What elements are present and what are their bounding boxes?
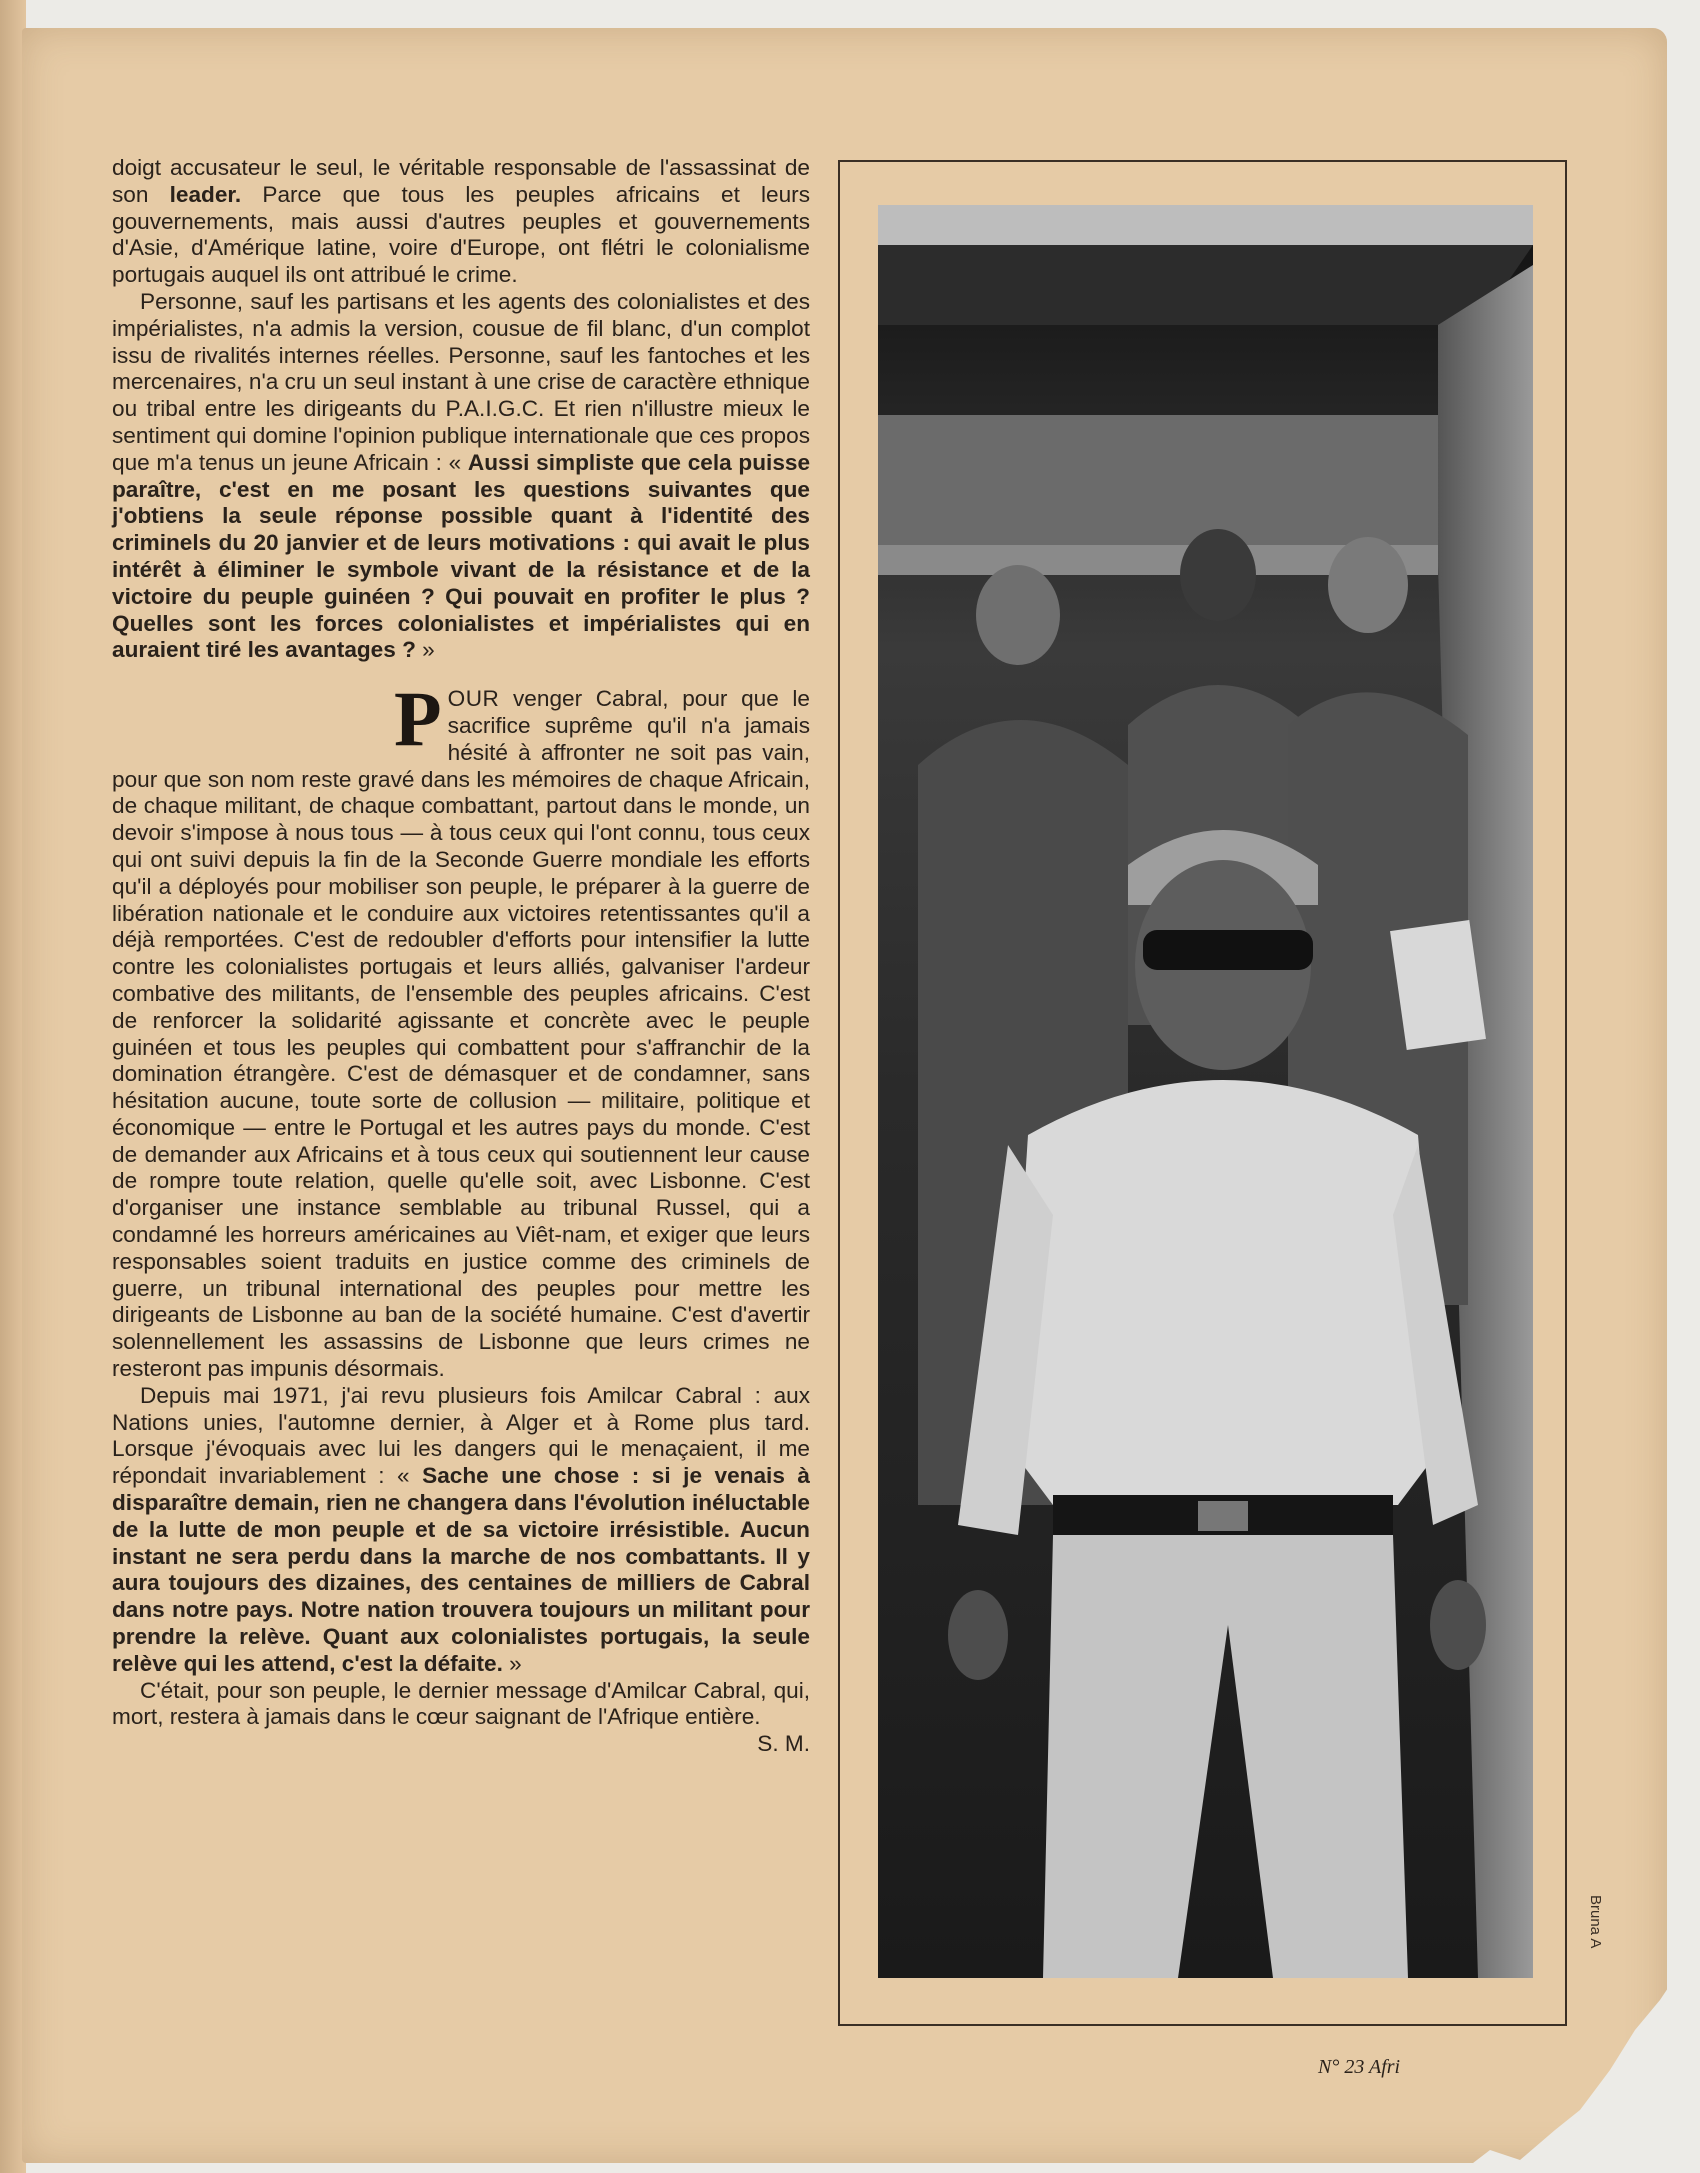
article-text-column xyxy=(112,155,810,1758)
article-paragraph xyxy=(112,1678,810,1732)
text-segment: Depuis mai 1971, j'ai revu plusieurs fois Amilcar Cabral : aux Nations unies, l'automne dernier, à Alger et à Rome plus tard. Lorsque j'évoquais avec lui les dangers qui le menaçaient, il me répondait invariablement : « xyxy=(112,1382,810,1489)
text-segment: Personne, sauf les partisans et les agents des colonialistes et des impérialistes, n'a admis la version, cousue de fil blanc, d'un complot issu de rivalités internes réelles. Personne, sauf les fantoches et les mercenaires, n'a cru un seul instant à une crise de caractère ethnique ou tribal entre les dirigeants du P.A.I.G.C. Et rien n'illustre mieux le sentiment qui domine l'opinion publique internationale que ces propos que m'a tenus un jeune Africain : « xyxy=(112,288,810,475)
page-footer: N° 23 Afri xyxy=(1318,2056,1401,2078)
paragraph-body xyxy=(112,675,810,1382)
text-segment: venger Cabral, pour que le sacrifice suprême qu'il n'a jamais hésité à affronter ne soit pas vain, pour que son nom reste gravé dans les mémoires de chaque Africain, de chaque militant, de chaque combattant, partout dans le monde, un devoir s'impose à nous tous — à tous ceux qui l'ont connu, tous ceux qui ont suivi depuis la fin de la Seconde Guerre mondiale les efforts qu'il a déployés pour mobiliser son peuple, le préparer à la guerre de libération nationale et le conduire aux victoires retentissantes qu'il a déjà remportées. C'est de redoubler d'efforts pour intensifier la lutte contre les colonialistes portugais et leurs alliés, galvaniser l'ardeur combative des militants, de l'ensemble des peuples africains. C'est de renforcer la solidarité agissante et concrète avec le peuple guinéen et tous les peuples qui combattent pour s'affranchir de la domination étrangère. C'est de démasquer et de condamner, sans hésitation aucune, toute sorte de collusion — militaire, politique et économique — entre le Portugal et les autres pays du monde. C'est de demander aux Africains et à tous ceux qui soutiennent leur cause de rompre toute relation, quelle qu'elle soit, avec Lisbonne. C'est d'organiser une instance semblable au tribunal Russel, qui a condamné les horreurs américaines au Viêt-nam, et exiger que leurs responsables soient traduits en justice comme des criminels de guerre, un tribunal international des peuples pour mettre les dirigeants de Lisbonne au ban de la société humaine. C'est d'avertir solennellement les assassins de Lisbonne que leurs crimes ne resteront pas impunis désormais. xyxy=(112,686,810,1382)
drop-cap-letter: P xyxy=(394,675,442,763)
article-paragraph xyxy=(112,155,810,289)
article-paragraph xyxy=(112,1383,810,1678)
drop-cap-continuation: OUR xyxy=(447,686,500,712)
article-paragraph-dropcap xyxy=(112,675,810,1383)
article-paragraph xyxy=(112,289,810,664)
photo-credit: Bruna A xyxy=(1587,1895,1604,1949)
text-segment: » xyxy=(502,1650,522,1676)
quoted-text-bold: Sache une chose : si je venais à disparaître demain, rien ne changera dans l'évolution inéluctable de la lutte de mon peuple et de sa victoire irrésistible. Aucun instant ne sera perdu dans la marche de nos combattants. Il y aura toujours des dizaines, des centaines de milliers de Cabral dans notre pays. Notre nation trouvera toujours un militant pour prendre la relève. Quant aux colonialistes portugais, la seule relève qui les attend, c'est la défaite. xyxy=(112,1463,810,1676)
quoted-text-bold: Aussi simpliste que cela puisse paraître, c'est en me posant les questions suivantes que j'obtiens la seule réponse possible quant à l'identité des criminels du 20 janvier et de leurs motivations : qui avait le plus intérêt à éliminer le symbole vivant de la résistance et de la victoire du peuple guinéen ? Qui pouvait en profiter le plus ? Quelles sont les forces colonialistes et impérialistes qui en auraient tiré les avantages ? xyxy=(112,449,811,663)
author-signature: S. M. xyxy=(757,1731,810,1757)
text-segment: C'était, pour son peuple, le dernier message d'Amilcar Cabral, qui, mort, restera à jamais dans le cœur saignant de l'Afrique entière. xyxy=(112,1677,810,1730)
torn-corner xyxy=(1460,1960,1700,2173)
text-segment: doigt accusateur le seul, le véritable responsable de l'assassinat de son xyxy=(112,155,810,207)
photograph-amilcar-cabral xyxy=(878,205,1533,1978)
text-segment: » xyxy=(415,637,435,663)
quoted-text-bold: leader. xyxy=(169,181,242,207)
text-segment: Parce que tous les peuples africains et leurs gouvernements, mais aussi d'autres peuples et gouvernements d'Asie, d'Amérique latine, voire d'Europe, ont flétri le colonialisme portugais auquel ils ont attribué le crime. xyxy=(112,181,810,288)
